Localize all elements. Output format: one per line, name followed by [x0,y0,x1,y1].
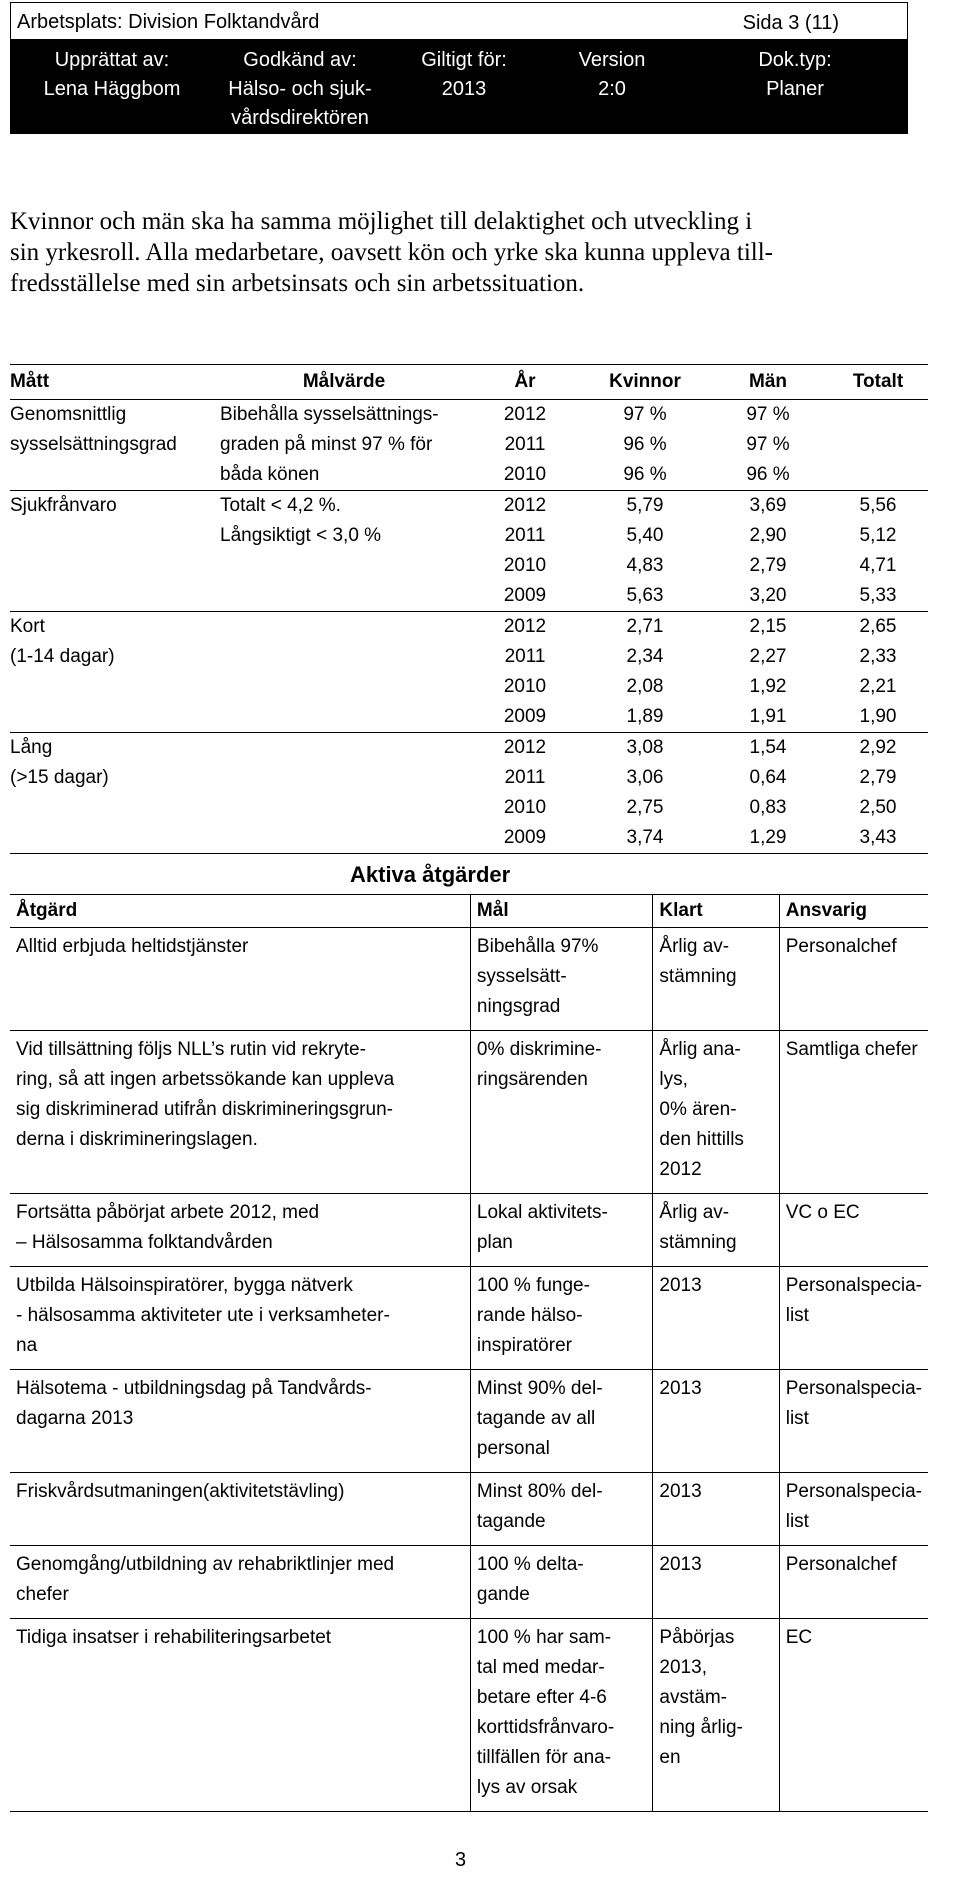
actions-title: Aktiva åtgärder [350,862,511,887]
action-goal [470,1619,653,1812]
header-field [387,46,541,133]
measure-target [220,612,468,733]
measure-value: 97 % [746,404,790,425]
measure-value: 2010 [503,797,547,818]
measures-col-header: Mått [10,365,220,400]
header-meta-grid [11,40,908,134]
measure-value: 3,06 [626,767,664,788]
action-responsible-line: VC o EC [785,1202,860,1223]
measure-value: 4,83 [626,555,664,576]
action-goal-line: rande hälso- [476,1305,583,1326]
action-done [653,1546,779,1619]
measure-name [10,612,220,733]
measure-value: 1,54 [749,737,787,758]
measure-value: 5,56 [859,495,897,516]
action-done-line: avstäm- [659,1687,727,1708]
header-field-value: 2013 [441,78,487,100]
measures-col-header: Män [708,365,828,400]
action-goal-line: betare efter 4-6 [476,1687,607,1708]
action-measure-line: Hälsotema - utbildningsdag på Tandvårds- [16,1378,372,1399]
action-goal-line: tagande av all [476,1408,596,1429]
action-measure-line: – Hälsosamma folktandvården [16,1232,273,1253]
action-measure-line: sig diskriminerad utifrån diskrimineringsgrun- [16,1099,393,1120]
action-measure-line: chefer [16,1584,69,1605]
action-goal-line: korttidsfrånvaro- [476,1717,615,1738]
page-indicator: Sida 3 (11) [742,12,839,34]
intro-line: sin yrkesroll. Alla medarbetare, oavsett kön och yrke ska kunna uppleva till- [10,239,773,266]
action-goal-line: 100 % funge- [476,1275,590,1296]
measure-target-line: Långsiktigt < 3,0 % [220,525,382,546]
page-number: 3 [455,1849,467,1871]
action-measure [10,1619,470,1812]
measures-col-header: Totalt [828,365,928,400]
action-done-line: Årlig av- [659,936,730,957]
action-measure-line: derna i diskrimineringslagen. [16,1129,258,1150]
measure-value: 5,33 [859,585,897,606]
action-done [653,1370,779,1473]
action-responsible [779,928,928,1031]
measure-target [220,733,468,854]
action-responsible-line: Personalchef [785,1554,897,1575]
measure-value: 2009 [503,585,547,606]
action-measure-line: Utbilda Hälsoinspiratörer, bygga nätverk [16,1275,353,1296]
measure-value: 2,34 [626,646,664,667]
measure-value: 1,91 [749,706,787,727]
measure-men [708,612,828,733]
measure-target [220,400,468,491]
measure-value: 3,69 [749,495,787,516]
measure-value: 97 % [623,404,667,425]
workplace-label: Arbetsplats: Division Folktandvård [17,10,320,33]
action-goal-line: sysselsätt- [476,966,567,987]
action-row [10,1473,928,1546]
measure-value: 2,65 [859,616,897,637]
action-responsible-line: Samtliga chefer [785,1039,918,1060]
action-row [10,1370,928,1473]
header-field [683,46,907,133]
action-done-line: lys, [659,1069,688,1090]
action-done-line: ning årlig- [659,1717,743,1738]
measures-col-header: Kvinnor [582,365,708,400]
measure-value: 3,08 [626,737,664,758]
measure-name-line: (>15 dagar) [10,767,109,788]
measure-name-line: sysselsättningsgrad [10,434,177,455]
measures-header-row [10,365,928,400]
measures-group-row [10,612,928,733]
measure-target-line: båda könen [220,464,320,485]
action-done [653,1619,779,1812]
measures-group-row [10,400,928,491]
actions-col-header: Åtgärd [10,895,470,928]
action-goal-line: ringsärenden [476,1069,588,1090]
measure-total [828,491,928,612]
measure-total [828,733,928,854]
measure-value: 1,90 [859,706,897,727]
action-goal-line: inspiratörer [476,1335,572,1356]
measure-men [708,733,828,854]
measure-value [828,430,928,460]
measure-value: 3,20 [749,585,787,606]
action-measure [10,1473,470,1546]
action-goal [470,928,653,1031]
measures-group-row [10,733,928,854]
action-responsible [779,1546,928,1619]
action-goal-line: lys av orsak [476,1777,578,1798]
measure-value: 5,79 [626,495,664,516]
measure-value: 97 % [746,434,790,455]
measures-group-row [10,491,928,612]
measure-women [582,612,708,733]
action-measure [10,928,470,1031]
action-done-line: stämning [659,1232,737,1253]
measure-name-line: (1-14 dagar) [10,646,115,667]
measure-value: 2011 [504,767,546,788]
action-measure-line: Vid tillsättning följs NLL’s rutin vid rekryte- [16,1039,366,1060]
measure-value: 0,64 [749,767,787,788]
header-field-label: Dok.typ: [758,49,832,71]
header-field-label: Version [578,49,646,71]
measure-value: 96 % [623,434,667,455]
action-responsible [779,1267,928,1370]
measure-value [828,400,928,430]
action-done-line: 2013 [659,1554,702,1575]
action-done [653,928,779,1031]
measure-year [468,733,582,854]
measure-target-line: Totalt < 4,2 %. [220,495,341,516]
action-done-line: Påbörjas [659,1627,735,1648]
action-done-line: 2013, [659,1657,707,1678]
action-responsible-line: Personalspecia- [785,1481,922,1502]
measure-name [10,491,220,612]
measure-value: 1,89 [626,706,664,727]
measure-value: 3,74 [626,827,664,848]
actions-table [10,894,928,1812]
action-goal-line: Bibehålla 97% [476,936,599,957]
action-responsible-line: Personalchef [785,936,897,957]
action-goal-line: tillfällen för ana- [476,1747,612,1768]
action-done-line: den hittills [659,1129,744,1150]
measure-total [828,400,928,491]
measure-value: 2,27 [749,646,787,667]
action-goal-line: plan [476,1232,513,1253]
measure-name-line: Genomsnittlig [10,404,127,425]
action-row [10,1194,928,1267]
measure-value: 96 % [623,464,667,485]
intro-line: fredsställelse med sin arbetsinsats och sin arbetssituation. [10,270,585,297]
measure-women [582,733,708,854]
measure-value: 2,21 [859,676,897,697]
action-measure-line: Fortsätta påbörjat arbete 2012, med [16,1202,320,1223]
header-field-value: Hälso- och sjuk- [228,78,372,100]
measure-men [708,491,828,612]
action-measure-line: Friskvårdsutmaningen(aktivitetstävling) [16,1481,345,1502]
action-goal-line: Lokal aktivitets- [476,1202,608,1223]
measure-value: 2,75 [626,797,664,818]
measure-name-line: Kort [10,616,45,637]
action-measure [10,1194,470,1267]
action-row [10,1267,928,1370]
measure-value: 2010 [503,555,547,576]
measure-value: 96 % [746,464,790,485]
measure-value: 2,50 [859,797,897,818]
measure-year [468,491,582,612]
measure-year [468,400,582,491]
actions-col-header: Mål [470,895,653,928]
action-responsible-line: Personalspecia- [785,1378,922,1399]
measure-women [582,491,708,612]
header-field [213,46,387,133]
action-measure-line: Genomgång/utbildning av rehabriktlinjer med [16,1554,395,1575]
action-measure [10,1031,470,1194]
action-responsible-line: list [785,1408,809,1429]
action-goal-line: 100 % har sam- [476,1627,612,1648]
action-goal-line: 100 % delta- [476,1554,584,1575]
document-header [10,2,908,134]
action-responsible [779,1370,928,1473]
measure-value: 5,63 [626,585,664,606]
measure-name-line: Sjukfrånvaro [10,495,117,516]
measure-value: 2,33 [859,646,897,667]
header-field-label: Godkänd av: [243,49,357,71]
action-goal-line: Minst 90% del- [476,1378,603,1399]
action-goal-line: gande [476,1584,530,1605]
action-row [10,928,928,1031]
measure-total [828,612,928,733]
action-goal-line: 0% diskrimine- [476,1039,602,1060]
header-top-row [11,3,908,40]
measure-value: 2009 [503,827,547,848]
action-done-line: 2013 [659,1378,702,1399]
action-row [10,1031,928,1194]
measure-target-line: graden på minst 97 % för [220,434,433,455]
action-done-line: en [659,1747,681,1768]
actions-col-header: Ansvarig [779,895,928,928]
measure-year [468,612,582,733]
actions-header-row [10,895,928,928]
measure-value: 1,92 [749,676,787,697]
action-responsible [779,1194,928,1267]
measure-value: 2011 [504,434,546,455]
measure-value: 2012 [503,495,547,516]
action-done-line: 2012 [659,1159,702,1180]
action-row [10,1619,928,1812]
action-responsible-line: Personalspecia- [785,1275,922,1296]
actions-col-header: Klart [653,895,779,928]
measure-value: 2,92 [859,737,897,758]
measures-col-header: År [468,365,582,400]
action-measure-line: Tidiga insatser i rehabiliteringsarbetet [16,1627,332,1648]
action-goal-line: Minst 80% del- [476,1481,603,1502]
header-field-label: Giltigt för: [421,49,507,71]
action-done [653,1194,779,1267]
measure-value: 2,08 [626,676,664,697]
header-field [541,46,683,133]
measure-value: 0,83 [749,797,787,818]
measure-value: 2012 [503,404,547,425]
action-responsible-line: EC [785,1627,813,1648]
action-responsible [779,1619,928,1812]
action-done [653,1473,779,1546]
action-measure [10,1267,470,1370]
measure-value: 2010 [503,676,547,697]
measure-value: 5,40 [626,525,664,546]
action-goal-line: tal med medar- [476,1657,605,1678]
measure-target-line: Bibehålla sysselsättnings- [220,404,439,425]
action-measure-line: na [16,1335,38,1356]
measure-men [708,400,828,491]
measure-target [220,491,468,612]
action-measure [10,1546,470,1619]
action-goal [470,1473,653,1546]
measure-value: 2,15 [749,616,787,637]
measure-value: 2010 [503,464,547,485]
action-goal [470,1267,653,1370]
measure-value: 2,90 [749,525,787,546]
action-measure-line: ring, så att ingen arbetssökande kan uppleva [16,1069,395,1090]
measure-value: 4,71 [859,555,897,576]
measure-value: 2012 [503,616,547,637]
measure-name-line: Lång [10,737,53,758]
measure-value [828,460,928,490]
action-goal [470,1031,653,1194]
measure-value: 2,71 [626,616,664,637]
header-field [11,46,213,133]
measure-name [10,733,220,854]
measure-value: 3,43 [859,827,897,848]
intro-line: Kvinnor och män ska ha samma möjlighet till delaktighet och utveckling i [10,208,753,235]
header-field-value: Planer [766,78,824,100]
action-responsible [779,1473,928,1546]
measures-table [10,364,928,854]
action-row [10,1546,928,1619]
header-field-label: Upprättat av: [54,49,170,71]
header-field-value: vårdsdirektören [231,107,369,129]
action-done-line: 0% ären- [659,1099,737,1120]
action-goal-line: personal [476,1438,550,1459]
measure-value: 2011 [504,525,546,546]
measure-women [582,400,708,491]
action-done-line: Årlig ana- [659,1039,741,1060]
measure-name [10,400,220,491]
measure-value: 2009 [503,706,547,727]
action-responsible-line: list [785,1511,809,1532]
action-done-line: 2013 [659,1275,702,1296]
action-done-line: stämning [659,966,737,987]
measure-value: 2011 [504,646,546,667]
action-goal [470,1370,653,1473]
measures-col-header: Målvärde [220,365,468,400]
action-goal-line: tagande [476,1511,546,1532]
measure-value: 2,79 [859,767,897,788]
action-done [653,1031,779,1194]
action-done-line: Årlig av- [659,1202,730,1223]
action-measure-line: - hälsosamma aktiviteter ute i verksamheter- [16,1305,390,1326]
action-done [653,1267,779,1370]
measure-value: 2,79 [749,555,787,576]
header-field-value: 2:0 [598,78,626,100]
action-goal [470,1194,653,1267]
action-goal [470,1546,653,1619]
action-responsible-line: list [785,1305,809,1326]
action-measure-line: dagarna 2013 [16,1408,134,1429]
header-field-value: Lena Häggbom [43,78,181,100]
action-goal-line: ningsgrad [476,996,561,1017]
action-measure-line: Alltid erbjuda heltidstjänster [16,936,249,957]
action-done-line: 2013 [659,1481,702,1502]
action-responsible [779,1031,928,1194]
action-measure [10,1370,470,1473]
measure-value: 2012 [503,737,547,758]
intro-paragraph [10,206,890,299]
measure-value: 1,29 [749,827,787,848]
measure-value: 5,12 [859,525,897,546]
